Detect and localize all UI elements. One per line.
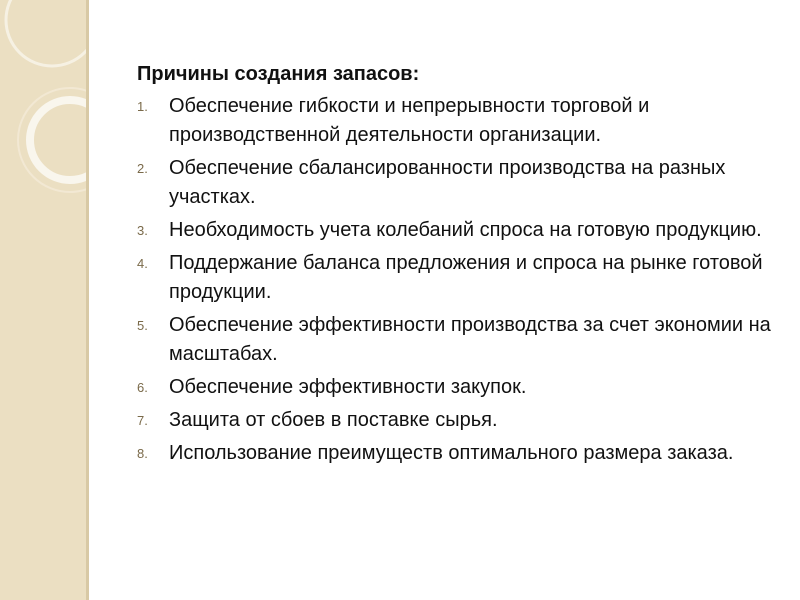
- list-item-text: Защита от сбоев в поставке сырья.: [169, 409, 498, 431]
- list-item-number: 1.: [137, 99, 148, 114]
- reasons-list: [137, 92, 782, 468]
- list-item-text: Обеспечение сбалансированности производства на разных участках.: [169, 157, 726, 208]
- slide-content: [137, 62, 782, 472]
- list-item-number: 3.: [137, 223, 148, 238]
- decorative-side-panel: [0, 0, 86, 600]
- side-divider-line: [86, 0, 89, 600]
- list-item-number: 2.: [137, 161, 148, 176]
- list-item-number: 6.: [137, 380, 148, 395]
- decorative-circles-icon: [0, 0, 86, 600]
- list-item-text: Необходимость учета колебаний спроса на готовую продукцию.: [169, 219, 762, 241]
- list-item-number: 4.: [137, 256, 148, 271]
- list-item: [137, 216, 782, 245]
- list-item: [137, 373, 782, 402]
- list-item: [137, 92, 782, 150]
- list-item: [137, 406, 782, 435]
- list-item: [137, 311, 782, 369]
- list-item-number: 7.: [137, 413, 148, 428]
- list-item-text: Поддержание баланса предложения и спроса на рынке готовой продукции.: [169, 252, 763, 303]
- list-item: [137, 439, 782, 468]
- slide-title: Причины создания запасов:: [137, 63, 420, 85]
- list-item: [137, 154, 782, 212]
- list-item-text: Обеспечение эффективности закупок.: [169, 376, 527, 398]
- list-item-text: Использование преимуществ оптимального размера заказа.: [169, 442, 734, 464]
- list-item-number: 8.: [137, 446, 148, 461]
- list-item: [137, 249, 782, 307]
- list-item-number: 5.: [137, 318, 148, 333]
- list-item-text: Обеспечение эффективности производства за счет экономии на масштабах.: [169, 314, 771, 365]
- list-item-text: Обеспечение гибкости и непрерывности торговой и производственной деятельности организации.: [169, 95, 650, 146]
